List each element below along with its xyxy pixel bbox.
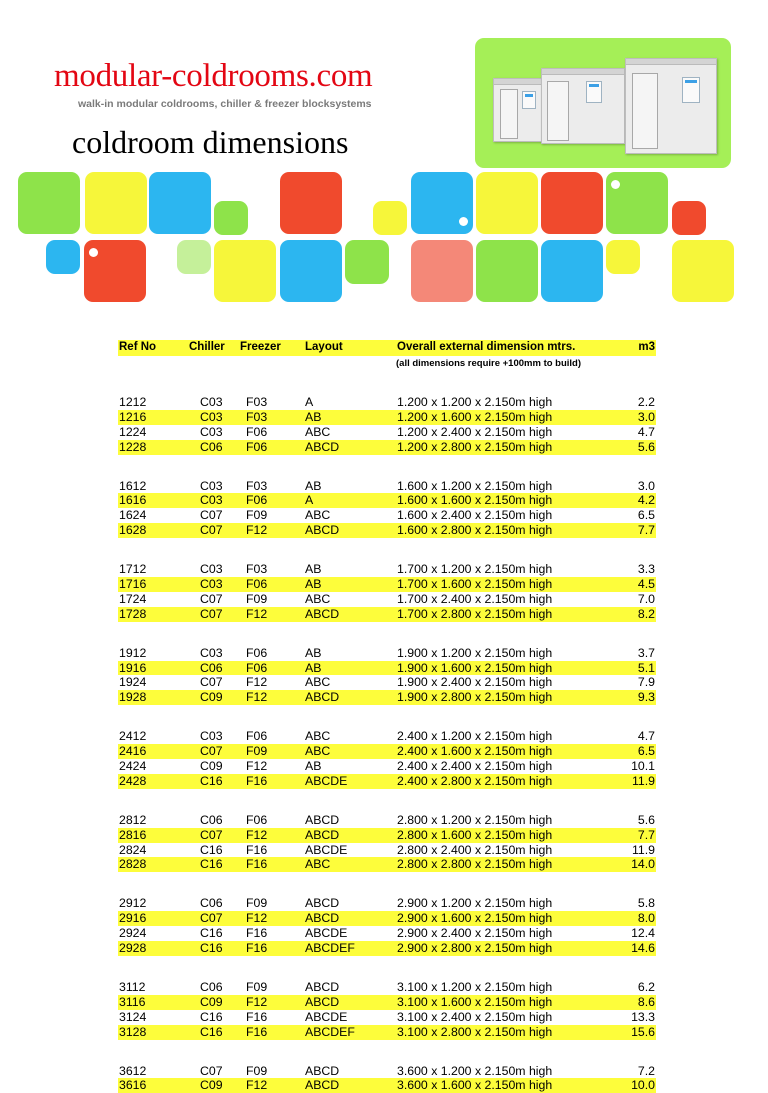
cell-m3: 8.2 <box>638 607 655 622</box>
cell-m3: 4.7 <box>638 425 655 440</box>
cell-chiller: C06 <box>200 896 223 911</box>
cell-m3: 7.0 <box>638 592 655 607</box>
tile <box>476 172 538 234</box>
cell-chiller: C06 <box>200 813 223 828</box>
table-row <box>118 828 656 843</box>
cell-chiller: C07 <box>200 744 223 759</box>
header-layout: Layout <box>305 341 343 353</box>
cell-ref-no: 1724 <box>119 592 146 607</box>
cell-layout: ABCD <box>305 896 339 911</box>
cell-freezer: F06 <box>246 440 267 455</box>
cell-freezer: F03 <box>246 562 267 577</box>
table-row <box>118 896 656 911</box>
tile <box>345 240 389 284</box>
table-group <box>118 1064 656 1093</box>
table-group <box>118 729 656 789</box>
cell-dimension: 1.200 x 1.200 x 2.150m high <box>397 395 552 410</box>
table-row <box>118 995 656 1010</box>
cell-freezer: F16 <box>246 941 267 956</box>
cell-chiller: C03 <box>200 729 223 744</box>
table-row <box>118 843 656 858</box>
cell-dimension: 1.600 x 2.400 x 2.150m high <box>397 508 552 523</box>
cell-freezer: F09 <box>246 896 267 911</box>
cell-m3: 7.7 <box>638 828 655 843</box>
table-row <box>118 980 656 995</box>
cell-freezer: F12 <box>246 1078 267 1093</box>
cell-freezer: F03 <box>246 479 267 494</box>
table-row <box>118 675 656 690</box>
cell-freezer: F09 <box>246 592 267 607</box>
table-group <box>118 896 656 956</box>
cell-layout: ABCDE <box>305 1010 347 1025</box>
cell-chiller: C06 <box>200 980 223 995</box>
table-row <box>118 493 656 508</box>
cell-layout: ABCDE <box>305 843 347 858</box>
cell-chiller: C07 <box>200 1064 223 1079</box>
cell-m3: 6.2 <box>638 980 655 995</box>
tile <box>18 172 80 234</box>
cell-dimension: 1.700 x 1.600 x 2.150m high <box>397 577 552 592</box>
cell-dimension: 2.900 x 2.400 x 2.150m high <box>397 926 552 941</box>
cell-freezer: F06 <box>246 493 267 508</box>
cell-ref-no: 1616 <box>119 493 146 508</box>
tile <box>476 240 538 302</box>
cell-dimension: 1.900 x 1.600 x 2.150m high <box>397 661 552 676</box>
cell-m3: 5.6 <box>638 440 655 455</box>
cell-chiller: C07 <box>200 911 223 926</box>
cell-ref-no: 2928 <box>119 941 146 956</box>
table-row <box>118 425 656 440</box>
cell-layout: A <box>305 395 313 410</box>
table-row <box>118 592 656 607</box>
cell-dimension: 3.100 x 1.600 x 2.150m high <box>397 995 552 1010</box>
cell-ref-no: 1212 <box>119 395 146 410</box>
cell-layout: ABC <box>305 425 330 440</box>
table-group <box>118 813 656 873</box>
cell-freezer: F12 <box>246 523 267 538</box>
cell-layout: ABC <box>305 744 330 759</box>
cell-chiller: C03 <box>200 425 223 440</box>
site-brand: modular-coldrooms.com <box>54 58 372 95</box>
cell-layout: AB <box>305 646 321 661</box>
cell-ref-no: 2424 <box>119 759 146 774</box>
cell-freezer: F12 <box>246 828 267 843</box>
header-m3: m3 <box>638 341 655 353</box>
cell-layout: ABCDEF <box>305 941 355 956</box>
cell-layout: ABCD <box>305 813 339 828</box>
table-row <box>118 661 656 676</box>
dimensions-table <box>118 340 656 1093</box>
cell-dimension: 1.700 x 2.800 x 2.150m high <box>397 607 552 622</box>
cell-m3: 3.7 <box>638 646 655 661</box>
cell-m3: 15.6 <box>631 1025 655 1040</box>
table-group <box>118 646 656 706</box>
cell-ref-no: 2816 <box>119 828 146 843</box>
cell-chiller: C16 <box>200 843 223 858</box>
table-row <box>118 759 656 774</box>
cell-dimension: 1.200 x 1.600 x 2.150m high <box>397 410 552 425</box>
table-row <box>118 813 656 828</box>
page-title: coldroom dimensions <box>72 124 348 161</box>
cell-dimension: 3.600 x 1.200 x 2.150m high <box>397 1064 552 1079</box>
tile <box>672 201 706 235</box>
tile <box>411 172 473 234</box>
cell-ref-no: 3112 <box>119 980 145 995</box>
table-group <box>118 479 656 539</box>
cell-layout: ABCDE <box>305 774 347 789</box>
table-row <box>118 607 656 622</box>
cell-ref-no: 2412 <box>119 729 146 744</box>
cell-freezer: F06 <box>246 729 267 744</box>
table-row <box>118 410 656 425</box>
cell-m3: 7.2 <box>638 1064 655 1079</box>
cell-m3: 9.3 <box>638 690 655 705</box>
table-row <box>118 1064 656 1079</box>
cell-dimension: 2.800 x 1.200 x 2.150m high <box>397 813 552 828</box>
table-row <box>118 523 656 538</box>
cell-layout: AB <box>305 759 321 774</box>
cell-layout: ABCD <box>305 440 339 455</box>
cell-layout: ABC <box>305 857 330 872</box>
cell-layout: ABCD <box>305 980 339 995</box>
cell-freezer: F06 <box>246 661 267 676</box>
cell-layout: AB <box>305 410 321 425</box>
cell-chiller: C03 <box>200 577 223 592</box>
cell-ref-no: 2912 <box>119 896 146 911</box>
cell-chiller: C07 <box>200 508 223 523</box>
cell-dimension: 3.100 x 2.800 x 2.150m high <box>397 1025 552 1040</box>
cell-freezer: F12 <box>246 607 267 622</box>
cell-ref-no: 3128 <box>119 1025 146 1040</box>
cell-m3: 12.4 <box>631 926 655 941</box>
cell-ref-no: 1216 <box>119 410 146 425</box>
cell-chiller: C16 <box>200 774 223 789</box>
cell-m3: 2.2 <box>638 395 655 410</box>
cell-chiller: C03 <box>200 410 223 425</box>
table-row <box>118 690 656 705</box>
cell-dimension: 2.800 x 2.400 x 2.150m high <box>397 843 552 858</box>
cell-ref-no: 1716 <box>119 577 146 592</box>
cell-freezer: F03 <box>246 410 267 425</box>
cell-m3: 3.3 <box>638 562 655 577</box>
cell-chiller: C03 <box>200 395 223 410</box>
cell-chiller: C07 <box>200 592 223 607</box>
cell-layout: A <box>305 493 313 508</box>
cell-freezer: F06 <box>246 813 267 828</box>
cell-m3: 14.6 <box>631 941 655 956</box>
cell-chiller: C09 <box>200 995 223 1010</box>
cell-ref-no: 1712 <box>119 562 146 577</box>
cell-dimension: 1.200 x 2.800 x 2.150m high <box>397 440 552 455</box>
cell-layout: AB <box>305 479 321 494</box>
cell-dimension: 3.100 x 2.400 x 2.150m high <box>397 1010 552 1025</box>
cell-freezer: F16 <box>246 1025 267 1040</box>
cell-ref-no: 1612 <box>119 479 146 494</box>
cell-chiller: C09 <box>200 1078 223 1093</box>
cell-dimension: 1.700 x 2.400 x 2.150m high <box>397 592 552 607</box>
tile <box>606 172 668 234</box>
table-row <box>118 911 656 926</box>
cell-m3: 13.3 <box>631 1010 655 1025</box>
cell-layout: ABCD <box>305 607 339 622</box>
cell-dimension: 2.900 x 1.600 x 2.150m high <box>397 911 552 926</box>
table-row <box>118 562 656 577</box>
cell-freezer: F09 <box>246 980 267 995</box>
cell-layout: AB <box>305 577 321 592</box>
cell-ref-no: 3116 <box>119 995 145 1010</box>
cell-chiller: C07 <box>200 828 223 843</box>
table-body <box>118 395 656 1093</box>
tile <box>85 172 147 234</box>
cell-freezer: F16 <box>246 774 267 789</box>
cell-chiller: C07 <box>200 675 223 690</box>
cell-chiller: C16 <box>200 1010 223 1025</box>
tile <box>149 172 211 234</box>
header-freezer: Freezer <box>240 341 281 353</box>
coldroom-large <box>625 58 717 154</box>
cell-ref-no: 2828 <box>119 857 146 872</box>
cell-freezer: F12 <box>246 690 267 705</box>
table-group <box>118 395 656 455</box>
cell-dimension: 3.600 x 1.600 x 2.150m high <box>397 1078 552 1093</box>
cell-m3: 3.0 <box>638 479 655 494</box>
table-row <box>118 1078 656 1093</box>
cell-freezer: F06 <box>246 425 267 440</box>
cell-freezer: F12 <box>246 759 267 774</box>
cell-m3: 8.0 <box>638 911 655 926</box>
header-dimension: Overall external dimension mtrs. <box>397 341 575 353</box>
table-row <box>118 479 656 494</box>
table-row <box>118 395 656 410</box>
cell-chiller: C16 <box>200 926 223 941</box>
cell-m3: 14.0 <box>631 857 655 872</box>
cell-ref-no: 1916 <box>119 661 146 676</box>
cell-layout: ABCD <box>305 1064 339 1079</box>
cell-m3: 4.7 <box>638 729 655 744</box>
table-header <box>118 340 656 356</box>
cell-freezer: F16 <box>246 926 267 941</box>
cell-dimension: 1.600 x 1.200 x 2.150m high <box>397 479 552 494</box>
cell-layout: ABCD <box>305 1078 339 1093</box>
cell-chiller: C16 <box>200 941 223 956</box>
table-row <box>118 857 656 872</box>
cell-chiller: C16 <box>200 1025 223 1040</box>
cell-freezer: F16 <box>246 843 267 858</box>
tile <box>46 240 80 274</box>
cell-dimension: 3.100 x 1.200 x 2.150m high <box>397 980 552 995</box>
table-row <box>118 774 656 789</box>
site-tagline: walk-in modular coldrooms, chiller & freezer blocksystems <box>78 98 372 110</box>
cell-ref-no: 2916 <box>119 911 146 926</box>
tile <box>541 172 603 234</box>
cell-ref-no: 1228 <box>119 440 146 455</box>
cell-m3: 4.2 <box>638 493 655 508</box>
cell-layout: ABCD <box>305 828 339 843</box>
table-row <box>118 941 656 956</box>
table-row <box>118 729 656 744</box>
coldroom-small <box>493 78 545 142</box>
cell-ref-no: 2824 <box>119 843 146 858</box>
cell-freezer: F06 <box>246 646 267 661</box>
header-ref-no: Ref No <box>119 341 156 353</box>
cell-m3: 3.0 <box>638 410 655 425</box>
cell-layout: ABCD <box>305 995 339 1010</box>
cell-ref-no: 1928 <box>119 690 146 705</box>
tile <box>606 240 640 274</box>
tile <box>373 201 407 235</box>
cell-freezer: F09 <box>246 744 267 759</box>
dimension-note: (all dimensions require +100mm to build) <box>118 356 656 370</box>
tile <box>214 201 248 235</box>
tile <box>280 240 342 302</box>
cell-dimension: 2.400 x 2.800 x 2.150m high <box>397 774 552 789</box>
cell-ref-no: 2924 <box>119 926 146 941</box>
cell-dimension: 1.600 x 1.600 x 2.150m high <box>397 493 552 508</box>
table-row <box>118 1010 656 1025</box>
cell-m3: 4.5 <box>638 577 655 592</box>
cell-chiller: C06 <box>200 661 223 676</box>
cell-ref-no: 1912 <box>119 646 146 661</box>
tile <box>177 240 211 274</box>
cell-freezer: F16 <box>246 857 267 872</box>
cell-dimension: 1.900 x 2.400 x 2.150m high <box>397 675 552 690</box>
cell-chiller: C09 <box>200 759 223 774</box>
cell-layout: ABC <box>305 592 330 607</box>
cell-freezer: F03 <box>246 395 267 410</box>
cell-dimension: 1.700 x 1.200 x 2.150m high <box>397 562 552 577</box>
cell-chiller: C07 <box>200 607 223 622</box>
cell-layout: AB <box>305 661 321 676</box>
tile <box>411 240 473 302</box>
cell-freezer: F09 <box>246 508 267 523</box>
cell-freezer: F09 <box>246 1064 267 1079</box>
tile <box>672 240 734 302</box>
cell-layout: ABC <box>305 675 330 690</box>
cell-layout: ABCDEF <box>305 1025 355 1040</box>
cell-ref-no: 2428 <box>119 774 146 789</box>
tile <box>280 172 342 234</box>
cell-m3: 8.6 <box>638 995 655 1010</box>
cell-ref-no: 1224 <box>119 425 146 440</box>
cell-chiller: C03 <box>200 562 223 577</box>
cell-chiller: C06 <box>200 440 223 455</box>
cell-dimension: 1.600 x 2.800 x 2.150m high <box>397 523 552 538</box>
cell-ref-no: 2812 <box>119 813 146 828</box>
cell-ref-no: 1628 <box>119 523 146 538</box>
tile <box>214 240 276 302</box>
cell-chiller: C03 <box>200 646 223 661</box>
cell-layout: ABCD <box>305 690 339 705</box>
cell-layout: ABCDE <box>305 926 347 941</box>
cell-layout: ABC <box>305 729 330 744</box>
cell-ref-no: 2416 <box>119 744 146 759</box>
cell-ref-no: 3124 <box>119 1010 146 1025</box>
header-chiller: Chiller <box>189 341 225 353</box>
cell-dimension: 2.900 x 2.800 x 2.150m high <box>397 941 552 956</box>
cell-ref-no: 3612 <box>119 1064 146 1079</box>
cell-layout: ABCD <box>305 523 339 538</box>
cell-dimension: 1.900 x 1.200 x 2.150m high <box>397 646 552 661</box>
table-row <box>118 744 656 759</box>
cell-ref-no: 1624 <box>119 508 146 523</box>
cell-freezer: F16 <box>246 1010 267 1025</box>
hero-product-image <box>475 38 731 168</box>
cell-dimension: 2.400 x 1.200 x 2.150m high <box>397 729 552 744</box>
cell-ref-no: 1728 <box>119 607 146 622</box>
cell-dimension: 2.400 x 2.400 x 2.150m high <box>397 759 552 774</box>
table-row <box>118 926 656 941</box>
cell-dimension: 2.800 x 2.800 x 2.150m high <box>397 857 552 872</box>
cell-m3: 11.9 <box>632 843 655 858</box>
cell-freezer: F12 <box>246 911 267 926</box>
cell-m3: 7.9 <box>638 675 655 690</box>
cell-dimension: 1.200 x 2.400 x 2.150m high <box>397 425 552 440</box>
tile <box>541 240 603 302</box>
cell-freezer: F12 <box>246 995 267 1010</box>
cell-dimension: 1.900 x 2.800 x 2.150m high <box>397 690 552 705</box>
cell-dimension: 2.900 x 1.200 x 2.150m high <box>397 896 552 911</box>
cell-m3: 7.7 <box>638 523 655 538</box>
coldroom-medium <box>541 68 625 144</box>
table-group <box>118 980 656 1040</box>
cell-layout: ABC <box>305 508 330 523</box>
table-row <box>118 508 656 523</box>
cell-chiller: C09 <box>200 690 223 705</box>
cell-freezer: F12 <box>246 675 267 690</box>
table-row <box>118 577 656 592</box>
cell-layout: AB <box>305 562 321 577</box>
cell-m3: 10.0 <box>631 1078 655 1093</box>
cell-chiller: C07 <box>200 523 223 538</box>
table-group <box>118 562 656 622</box>
cell-layout: ABCD <box>305 911 339 926</box>
cell-ref-no: 1924 <box>119 675 146 690</box>
tile <box>84 240 146 302</box>
cell-chiller: C03 <box>200 479 223 494</box>
cell-m3: 5.6 <box>638 813 655 828</box>
cell-m3: 10.1 <box>631 759 655 774</box>
cell-m3: 5.1 <box>638 661 655 676</box>
cell-m3: 5.8 <box>638 896 655 911</box>
cell-dimension: 2.800 x 1.600 x 2.150m high <box>397 828 552 843</box>
cell-dimension: 2.400 x 1.600 x 2.150m high <box>397 744 552 759</box>
cell-m3: 11.9 <box>632 774 655 789</box>
cell-freezer: F06 <box>246 577 267 592</box>
cell-m3: 6.5 <box>638 508 655 523</box>
cell-chiller: C16 <box>200 857 223 872</box>
cell-m3: 6.5 <box>638 744 655 759</box>
table-row <box>118 440 656 455</box>
cell-chiller: C03 <box>200 493 223 508</box>
table-row <box>118 646 656 661</box>
cell-ref-no: 3616 <box>119 1078 146 1093</box>
table-row <box>118 1025 656 1040</box>
